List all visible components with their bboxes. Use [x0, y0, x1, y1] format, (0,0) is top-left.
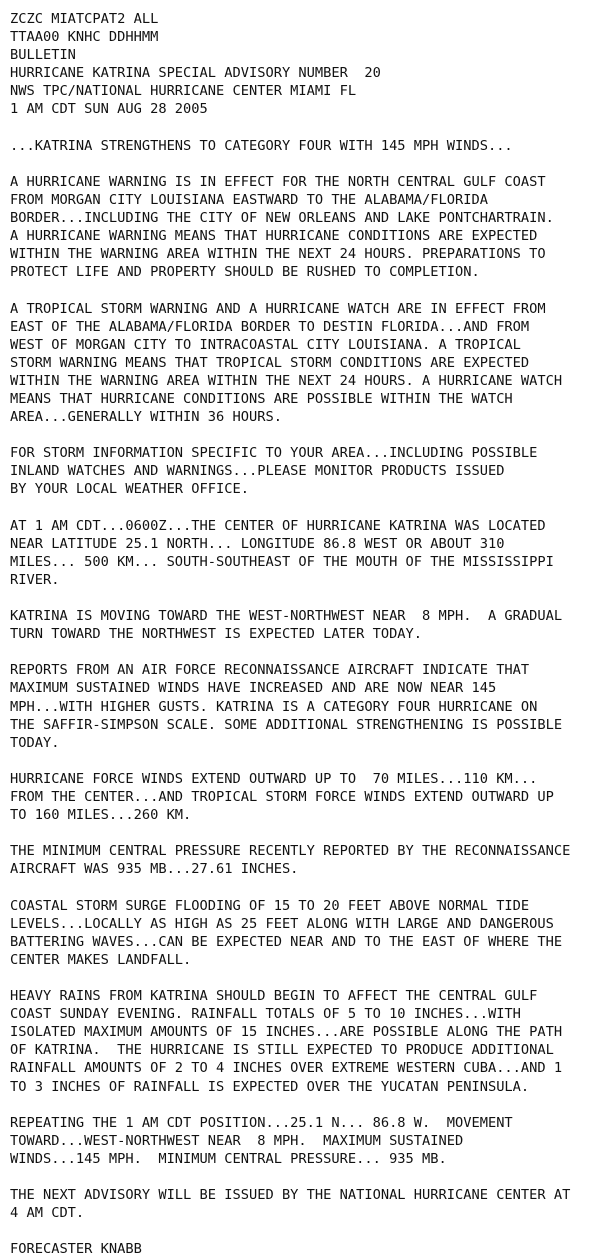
advisory-text-line: REPEATING THE 1 AM CDT POSITION...25.1 N... 86.8 W. MOVEMENT — [10, 1114, 513, 1131]
blank-line — [10, 752, 610, 770]
advisory-text-line: AIRCRAFT WAS 935 MB...27.61 INCHES. — [10, 861, 299, 878]
blank-line — [10, 589, 610, 607]
advisory-text-line: AREA...GENERALLY WITHIN 36 HOURS. — [10, 409, 282, 426]
advisory-text-line: RAINFALL AMOUNTS OF 2 TO 4 INCHES OVER EXTREME WESTERN CUBA...AND 1 — [10, 1060, 563, 1077]
blank-line — [10, 643, 610, 661]
advisory-text-line: NEAR LATITUDE 25.1 NORTH... LONGITUDE 86.8 WEST OR ABOUT 310 — [10, 535, 505, 552]
advisory-text-line: PROTECT LIFE AND PROPERTY SHOULD BE RUSHED TO COMPLETION. — [10, 264, 480, 281]
advisory-text-line: BY YOUR LOCAL WEATHER OFFICE. — [10, 481, 249, 498]
advisory-text-line: LEVELS...LOCALLY AS HIGH AS 25 FEET ALONG WITH LARGE AND DANGEROUS — [10, 915, 554, 932]
blank-line — [10, 1096, 610, 1114]
blank-line — [10, 499, 610, 517]
advisory-text-line: MILES... 500 KM... SOUTH-SOUTHEAST OF THE MOUTH OF THE MISSISSIPPI — [10, 553, 554, 570]
blank-line — [10, 155, 610, 173]
advisory-text-line: A TROPICAL STORM WARNING AND A HURRICANE WATCH ARE IN EFFECT FROM — [10, 300, 546, 317]
advisory-text-line: RIVER. — [10, 571, 60, 588]
advisory-text-line: A HURRICANE WARNING IS IN EFFECT FOR THE NORTH CENTRAL GULF COAST — [10, 173, 546, 190]
advisory-text-line: TOWARD...WEST-NORTHWEST NEAR 8 MPH. MAXIMUM SUSTAINED — [10, 1132, 464, 1149]
advisory-text-line: AT 1 AM CDT...0600Z...THE CENTER OF HURRICANE KATRINA WAS LOCATED — [10, 517, 546, 534]
advisory-text-line: INLAND WATCHES AND WARNINGS...PLEASE MONITOR PRODUCTS ISSUED — [10, 463, 505, 480]
advisory-text-line: TO 3 INCHES OF RAINFALL IS EXPECTED OVER THE YUCATAN PENINSULA. — [10, 1078, 530, 1095]
advisory-text-line: A HURRICANE WARNING MEANS THAT HURRICANE CONDITIONS ARE EXPECTED — [10, 228, 538, 245]
advisory-text-line: MAXIMUM SUSTAINED WINDS HAVE INCREASED AND ARE NOW NEAR 145 — [10, 680, 497, 697]
advisory-text-line: BULLETIN — [10, 47, 76, 64]
advisory-text-line: ISOLATED MAXIMUM AMOUNTS OF 15 INCHES...ARE POSSIBLE ALONG THE PATH — [10, 1024, 563, 1041]
advisory-text-line: WITHIN THE WARNING AREA WITHIN THE NEXT 24 HOURS. A HURRICANE WATCH — [10, 372, 563, 389]
advisory-text-line: WITHIN THE WARNING AREA WITHIN THE NEXT 24 HOURS. PREPARATIONS TO — [10, 246, 546, 263]
advisory-text-line: FORECASTER KNABB — [10, 1241, 142, 1258]
blank-line — [10, 119, 610, 137]
blank-line — [10, 426, 610, 444]
advisory-text-line: FOR STORM INFORMATION SPECIFIC TO YOUR AREA...INCLUDING POSSIBLE — [10, 445, 538, 462]
advisory-text-line: 4 AM CDT. — [10, 1205, 85, 1222]
advisory-text-line: 1 AM CDT SUN AUG 28 2005 — [10, 101, 208, 118]
advisory-text-line: BORDER...INCLUDING THE CITY OF NEW ORLEANS AND LAKE PONTCHARTRAIN. — [10, 210, 554, 227]
advisory-text-line: MEANS THAT HURRICANE CONDITIONS ARE POSSIBLE WITHIN THE WATCH — [10, 390, 513, 407]
advisory-text-line: REPORTS FROM AN AIR FORCE RECONNAISSANCE AIRCRAFT INDICATE THAT — [10, 662, 530, 679]
advisory-text-line: COAST SUNDAY EVENING. RAINFALL TOTALS OF 5 TO 10 INCHES...WITH — [10, 1006, 521, 1023]
blank-line — [10, 1222, 610, 1240]
advisory-text-line: BATTERING WAVES...CAN BE EXPECTED NEAR AND TO THE EAST OF WHERE THE — [10, 933, 563, 950]
advisory-text-line: TO 160 MILES...260 KM. — [10, 807, 192, 824]
advisory-text-line: EAST OF THE ALABAMA/FLORIDA BORDER TO DESTIN FLORIDA...AND FROM — [10, 318, 530, 335]
blank-line — [10, 281, 610, 299]
advisory-text-line: MPH...WITH HIGHER GUSTS. KATRINA IS A CATEGORY FOUR HURRICANE ON — [10, 698, 538, 715]
advisory-text-line: HURRICANE FORCE WINDS EXTEND OUTWARD UP TO 70 MILES...110 KM... — [10, 770, 538, 787]
advisory-text-line: HURRICANE KATRINA SPECIAL ADVISORY NUMBER 20 — [10, 65, 381, 82]
advisory-text-line: ...KATRINA STRENGTHENS TO CATEGORY FOUR WITH 145 MPH WINDS... — [10, 137, 513, 154]
advisory-text-line: KATRINA IS MOVING TOWARD THE WEST-NORTHWEST NEAR 8 MPH. A GRADUAL — [10, 608, 563, 625]
advisory-text-line: TURN TOWARD THE NORTHWEST IS EXPECTED LATER TODAY. — [10, 626, 423, 643]
advisory-text-line: TODAY. — [10, 734, 60, 751]
advisory-text-line: WEST OF MORGAN CITY TO INTRACOASTAL CITY LOUISIANA. A TROPICAL — [10, 336, 521, 353]
advisory-text-line: TTAA00 KNHC DDHHMM — [10, 29, 159, 46]
advisory-text-line: STORM WARNING MEANS THAT TROPICAL STORM CONDITIONS ARE EXPECTED — [10, 354, 530, 371]
advisory-text-line: THE NEXT ADVISORY WILL BE ISSUED BY THE NATIONAL HURRICANE CENTER AT — [10, 1187, 571, 1204]
blank-line — [10, 824, 610, 842]
advisory-text-line: CENTER MAKES LANDFALL. — [10, 951, 192, 968]
advisory-text-line: THE MINIMUM CENTRAL PRESSURE RECENTLY REPORTED BY THE RECONNAISSANCE — [10, 843, 571, 860]
advisory-text-line: NWS TPC/NATIONAL HURRICANE CENTER MIAMI FL — [10, 83, 357, 100]
advisory-text-line: ZCZC MIATCPAT2 ALL — [10, 11, 159, 27]
advisory-text-line: THE SAFFIR-SIMPSON SCALE. SOME ADDITIONAL STRENGTHENING IS POSSIBLE — [10, 716, 563, 733]
blank-line — [10, 879, 610, 897]
advisory-text-line: HEAVY RAINS FROM KATRINA SHOULD BEGIN TO AFFECT THE CENTRAL GULF — [10, 988, 538, 1005]
advisory-text-line: FROM MORGAN CITY LOUISIANA EASTWARD TO THE ALABAMA/FLORIDA — [10, 191, 488, 208]
advisory-text-line: OF KATRINA. THE HURRICANE IS STILL EXPECTED TO PRODUCE ADDITIONAL — [10, 1042, 554, 1059]
blank-line — [10, 1168, 610, 1186]
advisory-document — [10, 10, 610, 1258]
advisory-text-line: WINDS...145 MPH. MINIMUM CENTRAL PRESSURE... 935 MB. — [10, 1150, 447, 1167]
blank-line — [10, 969, 610, 987]
advisory-text-line: COASTAL STORM SURGE FLOODING OF 15 TO 20 FEET ABOVE NORMAL TIDE — [10, 897, 530, 914]
advisory-text-line: FROM THE CENTER...AND TROPICAL STORM FORCE WINDS EXTEND OUTWARD UP — [10, 789, 554, 806]
